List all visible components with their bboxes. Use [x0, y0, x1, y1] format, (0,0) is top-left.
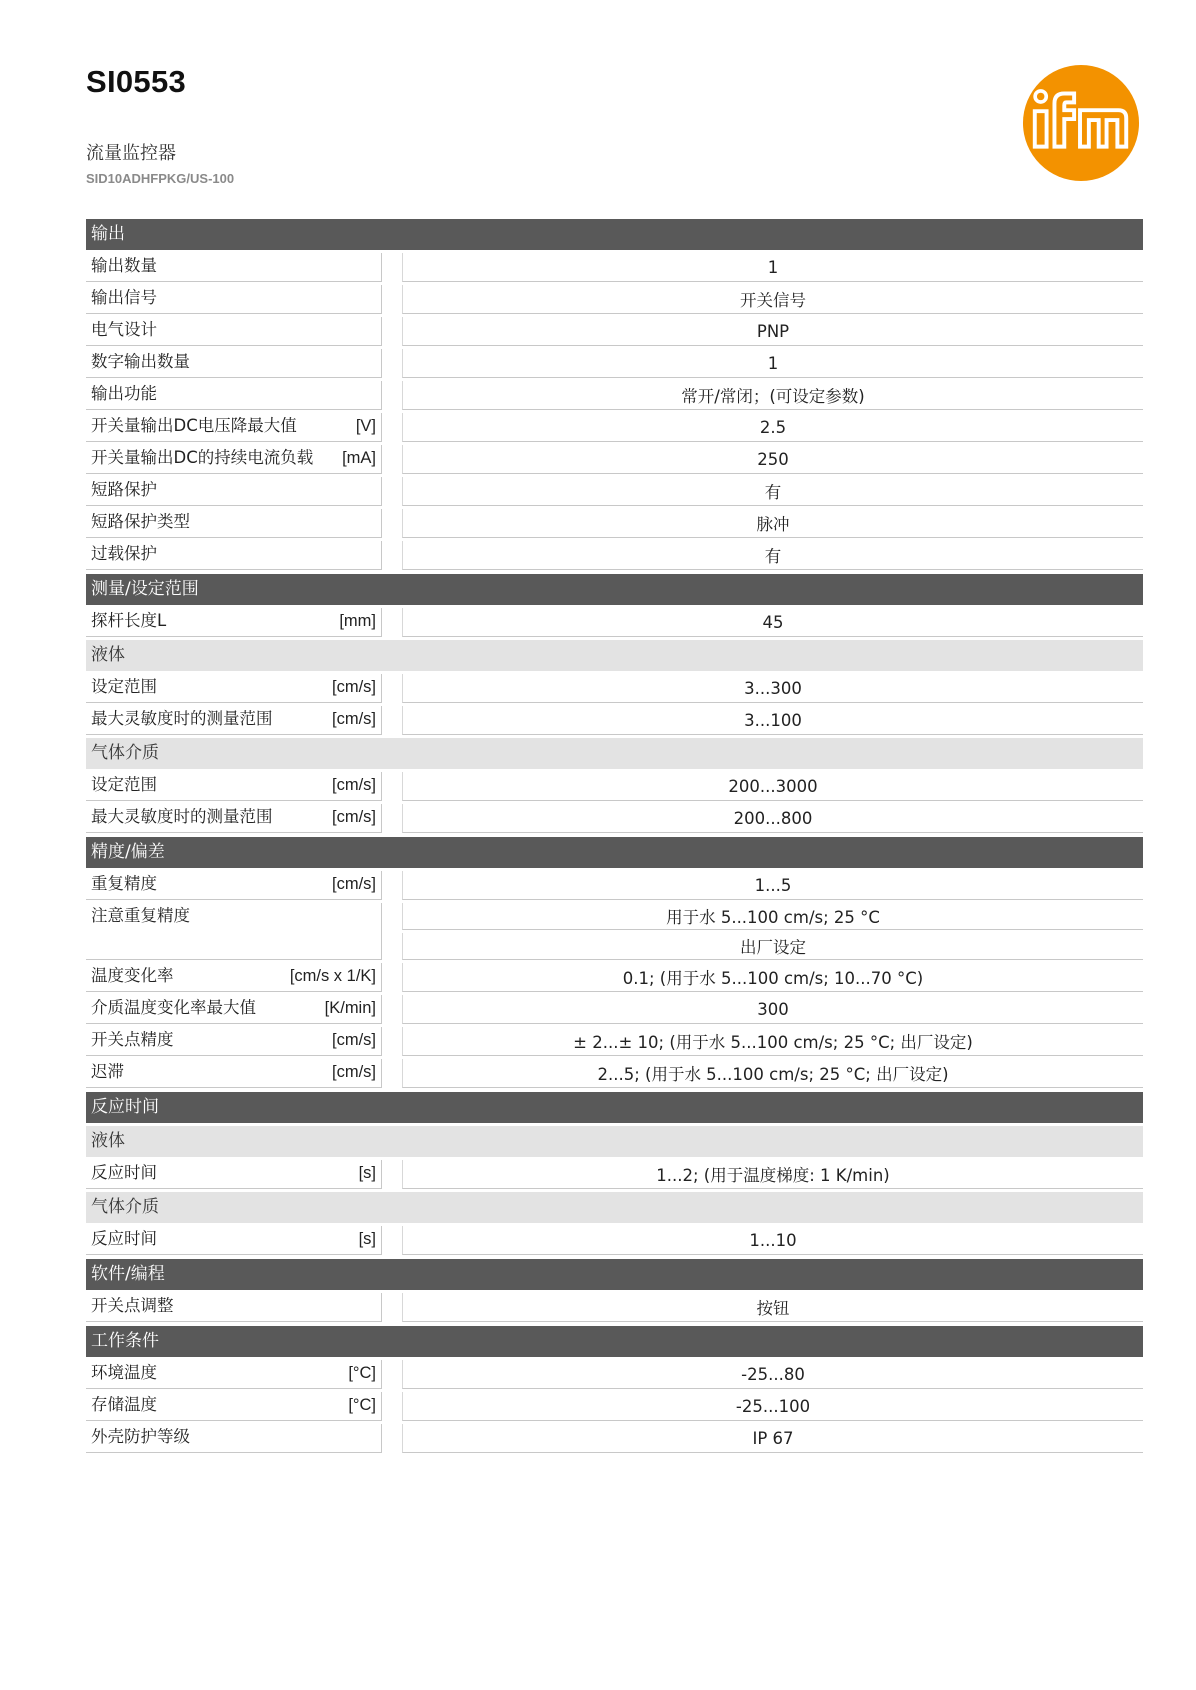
section-header: 反应时间 — [86, 1092, 1143, 1123]
spec-label-cell — [86, 1160, 382, 1189]
spec-label-cell — [86, 871, 382, 900]
spec-label-cell — [86, 706, 382, 735]
subsection-header: 气体介质 — [86, 738, 1143, 769]
spec-label-cell — [86, 381, 382, 410]
spec-value: IP 67 — [402, 1424, 1143, 1453]
spec-row — [86, 541, 1143, 570]
spec-unit: [cm/s] — [332, 776, 376, 794]
spec-value: 45 — [402, 608, 1143, 637]
spec-value: 按钮 — [402, 1293, 1143, 1322]
spec-value: 200...800 — [402, 804, 1143, 833]
spec-label-cell — [86, 804, 382, 833]
spec-row — [86, 963, 1143, 992]
spec-label-cell — [86, 253, 382, 282]
ifm-logo — [1022, 64, 1140, 182]
spec-row — [86, 804, 1143, 833]
spec-value: 1...2; (用于温度梯度: 1 K/min) — [402, 1160, 1143, 1189]
spec-label-cell — [86, 445, 382, 474]
spec-row — [86, 413, 1143, 442]
spec-row — [86, 1059, 1143, 1088]
spec-label-cell — [86, 285, 382, 314]
spec-value: ± 2...± 10; (用于水 5...100 cm/s; 25 °C; 出厂设定) — [402, 1027, 1143, 1056]
product-name: 流量监控器 — [86, 143, 176, 164]
spec-value: 1 — [402, 253, 1143, 282]
spec-value: 0.1; (用于水 5...100 cm/s; 10...70 °C) — [402, 963, 1143, 992]
spec-label-cell — [86, 674, 382, 703]
spec-row — [86, 706, 1143, 735]
spec-row — [86, 674, 1143, 703]
spec-value: 用于水 5...100 cm/s; 25 °C — [402, 903, 1143, 930]
spec-value: 2...5; (用于水 5...100 cm/s; 25 °C; 出厂设定) — [402, 1059, 1143, 1088]
spec-row — [86, 445, 1143, 474]
spec-label: 电气设计 — [91, 320, 157, 339]
spec-value: 常开/常闭；(可设定参数) — [402, 381, 1143, 410]
spec-label: 环境温度 — [91, 1363, 157, 1382]
spec-label: 反应时间 — [91, 1163, 157, 1182]
spec-row — [86, 477, 1143, 506]
spec-label-cell — [86, 963, 382, 992]
spec-value: -25...80 — [402, 1360, 1143, 1389]
spec-label: 外壳防护等级 — [91, 1427, 190, 1446]
spec-label-cell — [86, 903, 382, 960]
spec-label: 开关点精度 — [91, 1030, 174, 1049]
spec-row — [86, 1226, 1143, 1255]
spec-label-cell — [86, 1293, 382, 1322]
section-header: 输出 — [86, 219, 1143, 250]
spec-label: 输出功能 — [91, 384, 157, 403]
spec-label-cell — [86, 413, 382, 442]
spec-unit: [K/min] — [324, 999, 376, 1017]
svg-text:ifm: ifm — [1081, 180, 1083, 182]
spec-label: 设定范围 — [91, 677, 157, 696]
spec-value: 2.5 — [402, 413, 1143, 442]
spec-unit: [s] — [358, 1230, 376, 1248]
spec-label-cell — [86, 1360, 382, 1389]
product-title: SI0553 — [86, 64, 187, 99]
spec-label: 探杆长度L — [91, 611, 167, 630]
spec-row — [86, 285, 1143, 314]
spec-value: 1...5 — [402, 871, 1143, 900]
spec-unit: [s] — [358, 1164, 376, 1182]
spec-value: 出厂设定 — [402, 933, 1143, 960]
spec-row — [86, 317, 1143, 346]
subsection-header: 气体介质 — [86, 1192, 1143, 1223]
spec-label: 短路保护 — [91, 480, 157, 499]
spec-label-cell — [86, 1226, 382, 1255]
spec-row — [86, 871, 1143, 900]
spec-label: 反应时间 — [91, 1229, 157, 1248]
spec-label: 开关量输出DC的持续电流负载 — [91, 448, 314, 467]
spec-label: 输出数量 — [91, 256, 157, 275]
spec-value: 有 — [402, 477, 1143, 506]
spec-value: 有 — [402, 541, 1143, 570]
spec-label: 重复精度 — [91, 874, 157, 893]
spec-table — [86, 219, 1143, 1453]
spec-label-cell — [86, 349, 382, 378]
spec-row — [86, 1027, 1143, 1056]
spec-label: 最大灵敏度时的测量范围 — [91, 709, 273, 728]
spec-unit: [cm/s] — [332, 1063, 376, 1081]
spec-label-cell — [86, 772, 382, 801]
spec-unit: [V] — [355, 417, 376, 435]
spec-label-cell — [86, 995, 382, 1024]
spec-unit: [cm/s] — [332, 678, 376, 696]
spec-label-cell — [86, 1027, 382, 1056]
spec-label: 迟滞 — [91, 1062, 124, 1081]
spec-label-cell — [86, 317, 382, 346]
spec-label: 存储温度 — [91, 1395, 157, 1414]
spec-value: 300 — [402, 995, 1143, 1024]
spec-label: 介质温度变化率最大值 — [91, 998, 256, 1017]
spec-label: 开关点调整 — [91, 1296, 174, 1315]
spec-unit: [cm/s] — [332, 1031, 376, 1049]
spec-label: 数字输出数量 — [91, 352, 190, 371]
section-header: 软件/编程 — [86, 1259, 1143, 1290]
spec-unit: [cm/s] — [332, 875, 376, 893]
spec-label-cell — [86, 1424, 382, 1453]
spec-unit: [cm/s] — [332, 808, 376, 826]
spec-value: PNP — [402, 317, 1143, 346]
spec-row — [86, 995, 1143, 1024]
spec-label-cell — [86, 608, 382, 637]
spec-value: 1 — [402, 349, 1143, 378]
spec-row — [86, 381, 1143, 410]
spec-label: 输出信号 — [91, 288, 157, 307]
spec-value: 脉冲 — [402, 509, 1143, 538]
spec-unit: [cm/s x 1/K] — [289, 967, 376, 985]
spec-label: 短路保护类型 — [91, 512, 190, 531]
spec-label-cell — [86, 1059, 382, 1088]
spec-unit: [cm/s] — [332, 710, 376, 728]
spec-row — [86, 772, 1143, 801]
spec-label: 开关量输出DC电压降最大值 — [91, 416, 297, 435]
spec-unit: [°C] — [348, 1364, 376, 1382]
spec-unit: [mA] — [342, 449, 376, 467]
spec-row — [86, 253, 1143, 282]
subsection-header: 液体 — [86, 1126, 1143, 1157]
spec-row — [86, 608, 1143, 637]
spec-label: 注意重复精度 — [91, 906, 190, 925]
spec-row — [86, 1360, 1143, 1389]
spec-row — [86, 1392, 1143, 1421]
section-header: 精度/偏差 — [86, 837, 1143, 868]
spec-row — [86, 1424, 1143, 1453]
spec-row — [86, 509, 1143, 538]
article-code: SID10ADHFPKG/US-100 — [86, 171, 235, 186]
spec-label-cell — [86, 541, 382, 570]
spec-value: -25...100 — [402, 1392, 1143, 1421]
spec-label: 设定范围 — [91, 775, 157, 794]
spec-label: 最大灵敏度时的测量范围 — [91, 807, 273, 826]
spec-unit: [°C] — [348, 1396, 376, 1414]
spec-value: 3...100 — [402, 706, 1143, 735]
spec-value: 200...3000 — [402, 772, 1143, 801]
spec-label-cell — [86, 509, 382, 538]
section-header: 测量/设定范围 — [86, 574, 1143, 605]
spec-row — [86, 903, 1143, 960]
spec-label: 温度变化率 — [91, 966, 174, 985]
spec-value: 开关信号 — [402, 285, 1143, 314]
spec-row — [86, 1160, 1143, 1189]
spec-value: 1...10 — [402, 1226, 1143, 1255]
spec-label-cell — [86, 477, 382, 506]
spec-value: 3...300 — [402, 674, 1143, 703]
spec-label: 过载保护 — [91, 544, 157, 563]
spec-value: 250 — [402, 445, 1143, 474]
spec-row — [86, 349, 1143, 378]
spec-label-cell — [86, 1392, 382, 1421]
section-header: 工作条件 — [86, 1326, 1143, 1357]
spec-unit: [mm] — [339, 612, 376, 630]
spec-row — [86, 1293, 1143, 1322]
subsection-header: 液体 — [86, 640, 1143, 671]
